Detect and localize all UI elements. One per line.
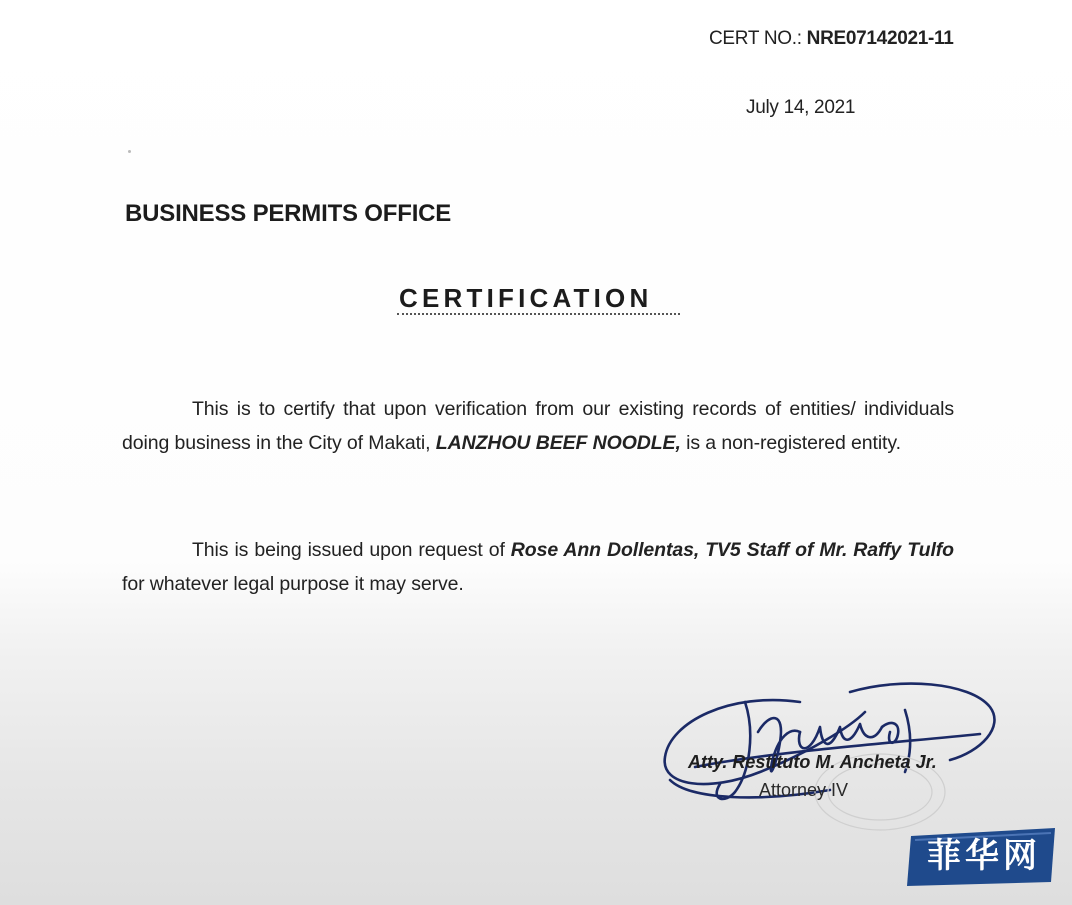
cert-no-label: CERT NO.: [709, 28, 802, 49]
signatory-title: Attorney IV [759, 780, 849, 800]
office-heading: BUSINESS PERMITS OFFICE [125, 200, 452, 227]
paragraph2-post: for whatever legal purpose it may serve. [122, 573, 464, 595]
entity-name: LANZHOU BEEF NOODLE, [435, 432, 681, 454]
title-underline [397, 313, 680, 315]
watermark-text: 菲华网 [927, 836, 1041, 876]
paragraph1-post: is a non-registered entity. [680, 432, 901, 454]
paragraph1-pre: This is to certify that upon verification from our existing records of entities/ individuals doing business in the City of Makati, [122, 398, 954, 454]
speck [128, 150, 131, 153]
requester-name: Rose Ann Dollentas, TV5 Staff of Mr. Raffy Tulfo [510, 539, 954, 561]
certification-paragraph [122, 392, 954, 460]
cert-no-value: NRE07142021-11 [806, 28, 954, 49]
request-paragraph [122, 533, 954, 601]
document-title: CERTIFICATION [399, 283, 653, 313]
issue-date: July 14, 2021 [746, 97, 856, 118]
paragraph2-pre: This is being issued upon request of [192, 539, 511, 561]
certificate-number [709, 28, 954, 50]
signatory-name: Atty. Restituto M. Ancheta Jr. [688, 752, 937, 772]
